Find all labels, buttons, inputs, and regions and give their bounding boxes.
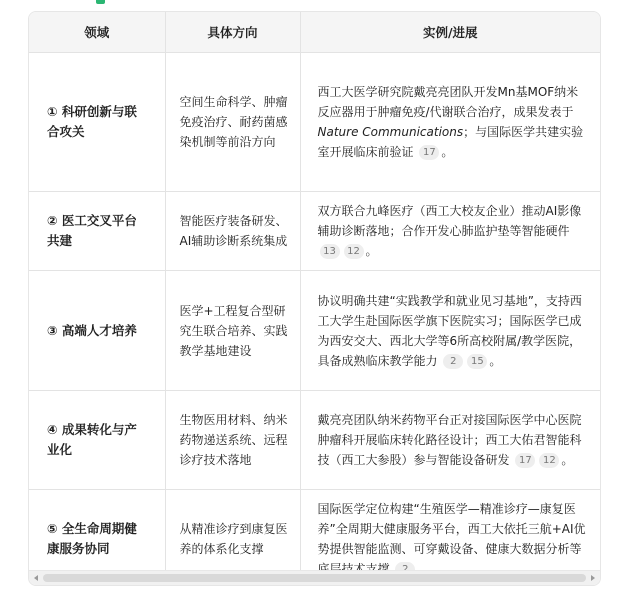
journal-name: Nature Communications [317, 125, 464, 139]
comparison-table-card [28, 11, 601, 586]
citation-badge[interactable]: 17 [515, 453, 535, 468]
header-direction: 具体方向 [165, 12, 300, 53]
example-text: 。 [489, 353, 502, 368]
domain-cell: ③ 高端人才培养 [29, 271, 165, 391]
table-row [29, 53, 600, 192]
example-cell [300, 391, 600, 490]
example-text: 戴亮亮团队纳米药物平台正对接国际医学中心医院肿瘤科开展临床转化路径设计；西工大佑君智能科技（西工大参股）参与智能设备研发 [317, 413, 582, 467]
example-text: 双方联合九峰医疗（西工大校友企业）推动AI影像辅助诊断落地；合作开发心肺监护垫等智能硬件 [317, 204, 582, 238]
right-arrow-icon[interactable] [591, 575, 595, 581]
example-cell [300, 53, 600, 192]
domain-cell: ⑤ 全生命周期健康服务协同 [29, 490, 165, 587]
header-example: 实例/进展 [300, 12, 600, 53]
example-cell [300, 271, 600, 391]
example-text: 西工大医学研究院戴亮亮团队开发Mn基MOF纳米反应器用于肿瘤免疫/代谢联合治疗，成果发表于 [317, 85, 579, 119]
left-arrow-icon[interactable] [34, 575, 38, 581]
direction-cell: 医学+工程复合型研究生联合培养、实践教学基地建设 [165, 271, 300, 391]
example-text: 国际医学定位构建“生殖医学—精准诊疗—康复医养”全周期大健康服务平台，西工大依托三航+AI优势提供智能监测、可穿戴设备、健康大数据分析等 [317, 502, 586, 557]
direction-cell: 智能医疗装备研发、AI辅助诊断系统集成 [165, 192, 300, 271]
table-row [29, 391, 600, 490]
example-text: 。 [561, 453, 574, 467]
direction-cell: 空间生命科学、肿瘤免疫治疗、耐药菌感染机制等前沿方向 [165, 53, 300, 192]
domain-cell: ① 科研创新与联合攻关 [29, 53, 165, 192]
direction-cell: 生物医用材料、纳米药物递送系统、远程诊疗技术落地 [165, 391, 300, 490]
example-cell [300, 192, 600, 271]
citation-badge[interactable]: 17 [419, 145, 439, 160]
domain-cell: ② 医工交叉平台共建 [29, 192, 165, 271]
table-row [29, 271, 600, 391]
comparison-table [29, 12, 600, 586]
scrollbar-thumb[interactable] [43, 574, 586, 582]
header-domain: 领域 [29, 12, 165, 53]
direction-cell: 从精准诊疗到康复医养的体系化支撑 [165, 490, 300, 587]
domain-cell: ④ 成果转化与产业化 [29, 391, 165, 490]
table-header-row [29, 12, 600, 53]
citation-badge[interactable]: 15 [467, 354, 487, 369]
citation-badge[interactable]: 12 [344, 244, 364, 259]
horizontal-scrollbar[interactable] [29, 570, 600, 585]
citation-badge[interactable]: 12 [539, 453, 559, 468]
example-text: ；与国际医学共建实验室开展临床前验证 [317, 125, 584, 159]
accent-mark [96, 0, 105, 4]
citation-badge[interactable]: 2 [443, 354, 463, 369]
example-text: 。 [441, 145, 454, 159]
citation-badge[interactable]: 13 [320, 244, 340, 259]
example-text: 协议明确共建“实践教学和就业见习基地”，支持西工大学生赴国际医学旗下医院实习；国际医学已成为西安交大、西北大学等6所高校附属/教学医院，具备成熟临床教学能力 [317, 293, 582, 368]
example-text: 。 [365, 244, 378, 258]
table-row [29, 192, 600, 271]
